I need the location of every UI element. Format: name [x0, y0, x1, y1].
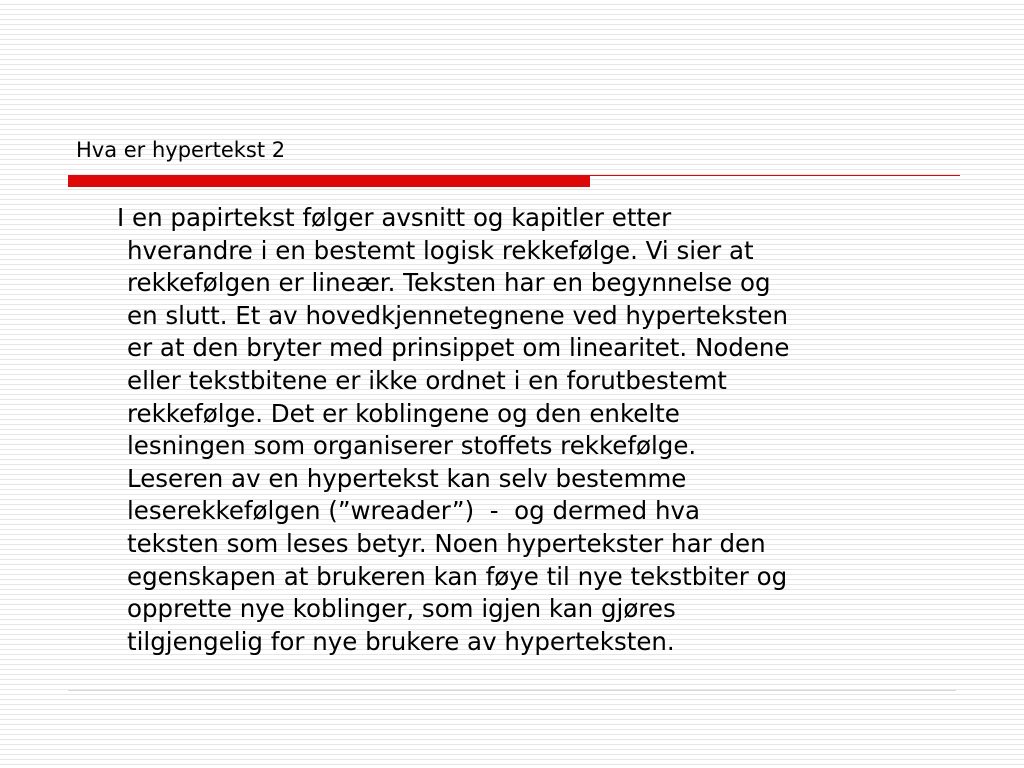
- title-underline-accent: [68, 175, 590, 187]
- footer-divider: [68, 690, 956, 691]
- body-line: teksten som leses betyr. Noen hypertekster har den: [127, 528, 766, 558]
- body-line: hverandre i en bestemt logisk rekkefølge. Vi sier at: [127, 235, 754, 265]
- title-underline-thin: [590, 175, 960, 176]
- body-line: eller tekstbitene er ikke ordnet i en forutbestemt: [127, 365, 727, 395]
- body-line: rekkefølgen er lineær. Teksten har en begynnelse og: [127, 268, 771, 298]
- body-line: I en papirtekst følger avsnitt og kapitler etter: [117, 203, 672, 232]
- body-line: tilgjengelig for nye brukere av hyperteksten.: [127, 626, 675, 656]
- body-paragraph: [117, 202, 957, 658]
- slide-title: Hva er hypertekst 2: [76, 138, 286, 162]
- body-line: lesningen som organiserer stoffets rekkefølge.: [127, 431, 697, 461]
- body-line: opprette nye koblinger, som igjen kan gjøres: [127, 594, 676, 624]
- body-line: egenskapen at brukeren kan føye til nye tekstbiter og: [127, 561, 788, 591]
- body-line: er at den bryter med prinsippet om linearitet. Nodene: [127, 333, 790, 363]
- body-line: Leseren av en hypertekst kan selv bestemme: [127, 463, 687, 493]
- body-line: en slutt. Et av hovedkjennetegnene ved hyperteksten: [127, 300, 788, 330]
- body-line: leserekkefølgen (”wreader”) - og dermed hva: [127, 496, 701, 526]
- body-line: rekkefølge. Det er koblingene og den enkelte: [127, 398, 680, 428]
